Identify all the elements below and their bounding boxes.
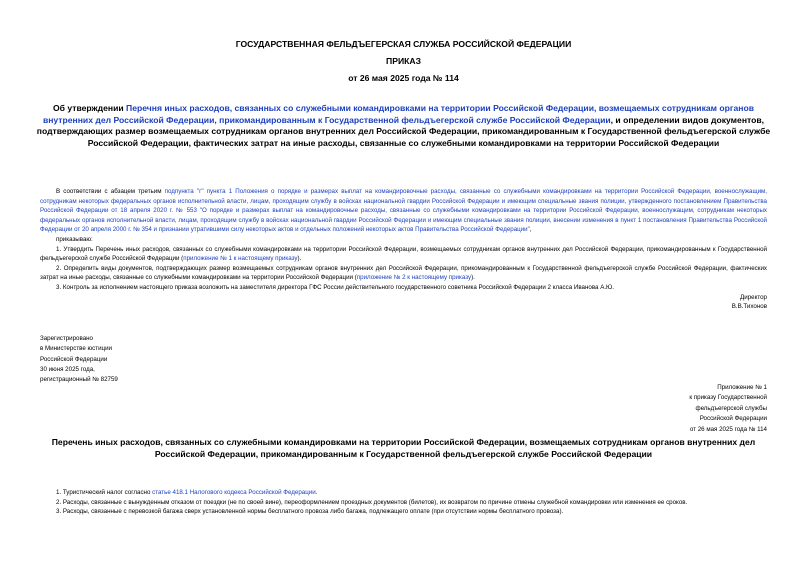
annex-line: Приложение № 1	[717, 384, 767, 391]
doc-type: ПРИКАЗ	[386, 56, 421, 66]
registration-line: Российской Федерации	[40, 355, 108, 363]
item-1	[40, 245, 767, 264]
list-item: 3. Расходы, связанные с перевозкой багажа сверх установленной нормы бесплатного провоза либо багажа, подлежащего оплате (при отсутствии нормы бесплатного провоза).	[56, 508, 564, 516]
item-1-link[interactable]: приложение № 1 к настоящему приказу	[183, 255, 298, 263]
list-title: Перечень иных расходов, связанных со служебными командировками на территории Российской Федерации, возмещаемых сотрудникам органов внутренних дел Российской Федерации, прикомандированным к Государственной фельдъегерской службе Российской Федерации	[51, 437, 756, 459]
expenses-list	[40, 488, 767, 517]
registration-line: 30 июня 2025 года,	[40, 365, 95, 373]
title-rest: , и определении видов документов, подтверждающих размер возмещаемых сотрудникам органов внутренних дел Российской Федерации, прикомандированным к Государственной фельдъегерской службе Российской Федерации, фактических затрат на иные расходы, связанные со служебными командировками на территории Российской Федерации	[36, 114, 771, 148]
agency-header: ГОСУДАРСТВЕННАЯ ФЕЛЬДЪЕГЕРСКАЯ СЛУЖБА РОССИЙСКОЙ ФЕДЕРАЦИИ	[235, 39, 572, 49]
annex-line: Российской Федерации	[699, 415, 767, 423]
item-1-text: 1. Утвердить Перечень иных расходов, связанных со служебными командировками на территории Российской Федерации, возмещаемых сотрудникам органов внутренних дел Российской Федерации, прикомандированным к Государственной фельдъегерской службе Российской Федерации (	[40, 245, 767, 263]
title-prefix: Об утверждении	[53, 103, 127, 113]
item-3: 3. Контроль за исполнением настоящего приказа возложить на заместителя директора ГФС России действительного государственного советника Российской Федерации 2 класса Иванова А.Ю.	[56, 283, 615, 291]
preamble-link[interactable]: подпункта "г" пункта 1 Положения о порядке и размерах выплат на командировочные расходы, связанные со служебными командировками на территории Российской Федерации, военнослужащим, сотрудникам некоторых федеральных органов исполнительной власти, лицам, проходящим службу в войсках национальной гвардии Российской Федерации и имеющим специальные звания полиции, утвержденного постановлением Правительства Российской Федерации от 18 апреля 2020 г. № 553 "О порядке и размерах выплат на командировочные расходы, связанные со служебными командировками на территории Российской Федерации, военнослужащим, сотрудникам некоторых федеральных органов исполнительной власти, лицам, проходящим службу в войсках национальной гвардии Российской Федерации и имеющим специальные звания полиции, внесении изменения в пункт 1 постановления Правительства Российской Федерации от 20 апреля 2000 г. № 354 и признании утратившими силу некоторых актов и отдельных положений некоторых актов Правительства Российской Федерации"	[40, 188, 767, 234]
registration-block	[40, 334, 118, 385]
item-1-end: ).	[297, 255, 302, 263]
annex-line: от 26 мая 2025 года № 114	[689, 425, 767, 433]
preamble-comma: ,	[529, 226, 532, 234]
annex-line: фельдъегерской службы	[695, 404, 767, 412]
annex-block	[689, 383, 767, 435]
item-2-link[interactable]: приложение № 2 к настоящему приказу	[356, 274, 472, 282]
doc-date-number: от 26 мая 2025 года № 114	[348, 73, 459, 83]
preamble-text: В соответствии с абзацем третьим	[56, 188, 165, 195]
annex-line: к приказу Государственной	[689, 394, 767, 402]
preamble-paragraph	[40, 187, 767, 235]
list-item-text: 1. Туристический налог согласно	[56, 489, 153, 496]
order-word: приказываю:	[56, 235, 93, 243]
preamble	[40, 187, 767, 312]
signature-position: Директор	[740, 293, 767, 301]
registration-line: Зарегистрировано	[40, 335, 93, 342]
document-title	[30, 103, 777, 149]
list-item: 2. Расходы, связанные с вынужденным отказом от поездки (не по своей вине), переоформлением проездных документов (билетов), их возвратом по причине отмены служебной командировки или изменения ее сроков.	[56, 498, 688, 506]
list-item	[40, 488, 767, 498]
signature-name: В.В.Тихонов	[731, 303, 767, 311]
tax-code-link[interactable]: статье 418.1 Налогового кодекса Российской Федерации	[152, 489, 316, 496]
item-2-end: ).	[471, 274, 475, 282]
item-2	[40, 264, 767, 283]
item-2-text: 2. Определить виды документов, подтверждающих размер возмещаемых сотрудникам органов внутренних дел Российской Федерации, прикомандированным к Государственной фельдъегерской службе Российской Федерации, фактических затрат на иные расходы, связанные со служебными командировками на территории Российской Федерации (	[40, 264, 767, 282]
registration-line: регистрационный № 82759	[40, 376, 118, 384]
list-item-end: .	[315, 489, 318, 496]
title-link[interactable]: Перечня иных расходов, связанных со служебными командировками на территории Российской Федерации, возмещаемых сотрудникам органов внутренних дел Российской Федерации, прикомандированным к Государственной фельдъегерской службе Российской Федерации	[42, 103, 754, 125]
registration-line: в Министерстве юстиции	[40, 345, 113, 353]
